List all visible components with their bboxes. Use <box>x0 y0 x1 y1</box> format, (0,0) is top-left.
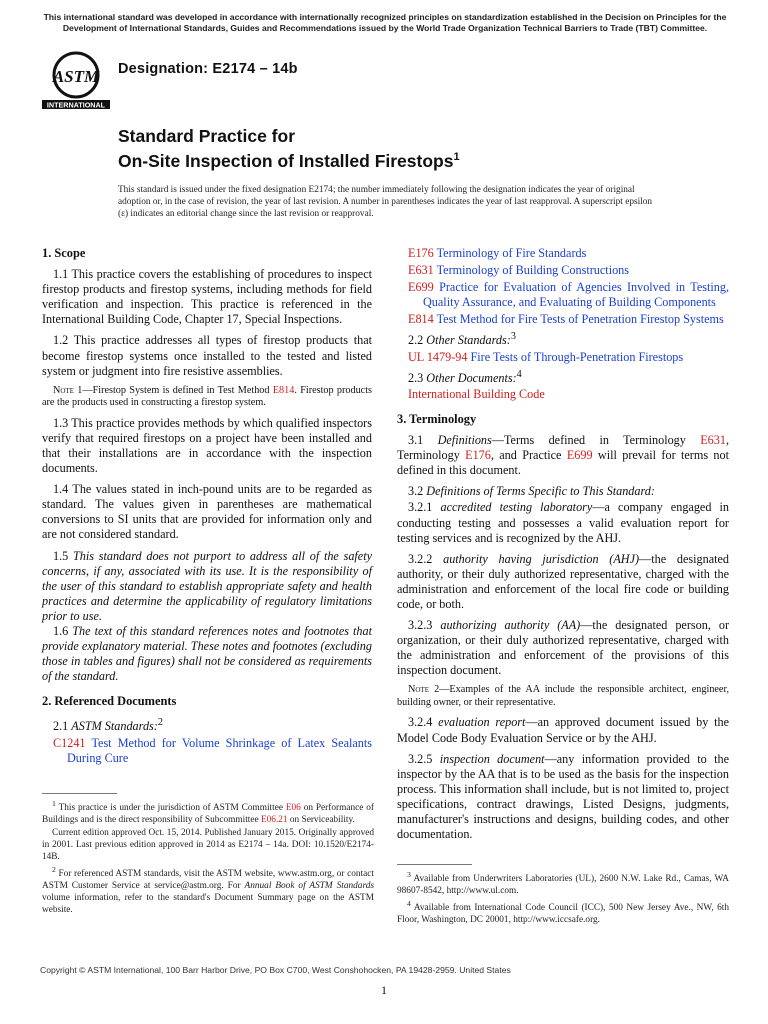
reference-e631[interactable]: E631 Terminology of Building Constructions <box>408 263 630 278</box>
logo-subtext: INTERNATIONAL <box>46 100 106 110</box>
link-e814[interactable]: E814 <box>272 384 295 396</box>
right-column <box>397 246 729 848</box>
title-footnote-ref[interactable]: 1 <box>453 151 460 163</box>
footnotes-right <box>397 864 729 927</box>
designation: Designation: E2174 – 14b <box>118 61 298 77</box>
link-e176[interactable]: E176 <box>465 448 491 463</box>
footnote-4: $^4$ Available from International Code Council (ICC), 500 New Jersey Ave., NW, 6th Floor, Washington, DC 20001, http://www.iccsafe.org. <box>397 899 729 926</box>
footnote-3: $^3$ Available from Underwriters Laboratories (UL), 2600 N.W. Lake Rd., Camas, WA 98607-8542, http://www.ul.com. <box>397 870 729 897</box>
link-e06-21[interactable]: E06.21 <box>260 815 288 826</box>
page-number: 1 <box>381 983 387 997</box>
title-line-1: Standard Practice for <box>118 126 295 146</box>
astm-logo <box>40 48 112 112</box>
reference-e814[interactable]: E814 Test Method for Fire Tests of Penetration Firestop Systems <box>408 312 724 327</box>
paragraph-3-2-5: 3.2.5 inspection document—any information provided to the inspector by the AA that is to be used as the basis for the inspection process. This information shall include, but is not limited to, project specifications, contract drawings, Listed Designs, judgments, manufacturer's instructions and designs, building codes, and other documentation. <box>397 751 729 842</box>
footnote-1: $^1$ This practice is under the jurisdiction of ASTM Committee E06 on Performance of Buildings and is the direct responsibility of Subcommittee E06.21 on Serviceability. <box>42 799 375 826</box>
paragraph-1-2: 1.2 This practice addresses all types of firestop products that become firestop systems once installed to the tested and listed system or judgment into fire resistive assemblies. <box>42 333 372 378</box>
footnote-rule <box>42 793 117 794</box>
paragraph-3-2-2: 3.2.2 authority having jurisdiction (AHJ)—the designated authority, or their duly authorized representative, charged with the administration and enforcement of the local fire code or building code, or both. <box>397 551 729 611</box>
link-e699[interactable]: E699 <box>566 448 593 463</box>
issue-note: This standard is issued under the fixed designation E2174; the number immediately following the designation indicates the year of original adoption or, in the case of revision, the year of last revision. A number in parentheses indicates the year of last reapproval. A superscript epsilon (ε) indicates an editorial change since the last revision or reapproval. <box>118 185 653 220</box>
footnotes-left <box>42 793 374 917</box>
paragraph-1-4: 1.4 The values stated in inch-pound units are to be regarded as standard. The values given in parentheses are mathematical conversions to SI units that are provided for information only and are not considered standard. <box>42 482 372 542</box>
footnote-rule <box>397 864 472 865</box>
section-heading-terminology: 3. Terminology <box>397 411 477 426</box>
reference-ul1479[interactable]: UL 1479-94 Fire Tests of Through-Penetration Firestops <box>408 349 684 364</box>
reference-e176[interactable]: E176 Terminology of Fire Standards <box>408 246 587 260</box>
paragraph-2-3: 2.3 Other Documents:$^4$ <box>408 368 522 385</box>
note-2: Note 2—Examples of the AA include the responsible architect, engineer, building owner, or their representative. <box>397 684 729 708</box>
wto-banner: This international standard was developed in accordance with internationally recognized principles on standardization established in the Decision on Principles for the Development of International Standards, Guides and Recommendations issued by the World Trade Organization Technical Barriers to Trade (TBT) Committee. <box>43 12 727 33</box>
paragraph-3-2: 3.2 Definitions of Terms Specific to This Standard: <box>408 484 655 499</box>
left-column <box>42 246 372 768</box>
paragraph-2-1: 2.1 ASTM Standards:$^2$ <box>53 717 163 734</box>
document-title <box>118 126 460 172</box>
link-e631[interactable]: E631 <box>700 433 726 448</box>
paragraph-1-6: 1.6 The text of this standard references notes and footnotes that provide explanatory material. These notes and footnotes (excluding those in tables and figures) shall not be considered as requirements of the standard. <box>42 623 372 684</box>
title-line-2 <box>118 147 460 172</box>
section-heading-referenced-documents: 2. Referenced Documents <box>42 694 177 709</box>
note-1: Note 1—Firestop System is defined in Test Method E814. Firestop products are the products used in constructing a firestop system. <box>42 384 372 409</box>
reference-c1241[interactable] <box>42 736 372 766</box>
paragraph-1-5: 1.5 This standard does not purport to address all of the safety concerns, if any, associated with its use. It is the responsibility of the user of this standard to establish appropriate safety and health practices and determine the applicability of regulatory limitations prior to use. <box>42 548 373 623</box>
paragraph-1-1: 1.1 This practice covers the establishing of procedures to inspect firestop products and firestop systems, including methods for field verification and inspection. This practice is referenced in the International Building Code, Chapter 17, Special Inspections. <box>42 267 372 327</box>
title-text: On-Site Inspection of Installed Firestops <box>118 150 454 171</box>
link-e06[interactable]: E06 <box>285 803 301 814</box>
reference-ibc[interactable]: International Building Code <box>408 386 545 401</box>
copyright-line: Copyright © ASTM International, 100 Barr Harbor Drive, PO Box C700, West Conshohocken, PA 19428-2959. United States <box>40 965 511 975</box>
paragraph-3-1: 3.1 Definitions—Terms defined in Terminology E631, Terminology E176, and Practice E699 will prevail for terms not defined in this document. <box>397 433 730 478</box>
paragraph-3-2-4: 3.2.4 evaluation report—an approved document issued by the Model Code Body Evaluation Service or by the AHJ. <box>397 715 729 745</box>
paragraph-2-2: 2.2 Other Standards:$^3$ <box>408 331 516 348</box>
reference-e699[interactable]: E699 Practice for Evaluation of Agencies Involved in Testing, Quality Assurance, and Evaluating of Building Components <box>408 280 729 310</box>
ref-code: C1241 <box>53 735 86 750</box>
footnote-2: $^2$ For referenced ASTM standards, visit the ASTM website, www.astm.org, or contact ASTM Customer Service at service@astm.org. For Annual Book of ASTM Standards volume information, refer to the standard's Document Summary page on the ASTM website. <box>42 865 374 916</box>
astm-logo-icon <box>40 48 112 112</box>
ref-title: Test Method for Volume Shrinkage of Latex Sealants During Cure <box>67 735 373 765</box>
paragraph-3-2-3: 3.2.3 authorizing authority (AA)—the designated person, or organization, or their duly authorized representative, charged with the administration and enforcement of the provisions of this inspection document. <box>397 618 730 678</box>
logo-text: ASTM <box>52 67 100 86</box>
footnote-1-edition: Current edition approved Oct. 15, 2014. Published January 2015. Originally approved in 2001. Last previous edition approved in 2014 as E2174 – 14a. DOI: 10.1520/E2174-14B. <box>42 828 374 863</box>
paragraph-1-3: 1.3 This practice provides methods by which qualified inspectors verify that required firestops on a project have been installed and that their installations are in accordance with the inspection documents. <box>42 415 372 476</box>
section-heading-scope: 1. Scope <box>42 246 86 260</box>
paragraph-3-2-1: 3.2.1 accredited testing laboratory—a company engaged in conducting testing and possesses a valid evaluation report for testing services and is recognized by the AHJ. <box>397 500 730 545</box>
